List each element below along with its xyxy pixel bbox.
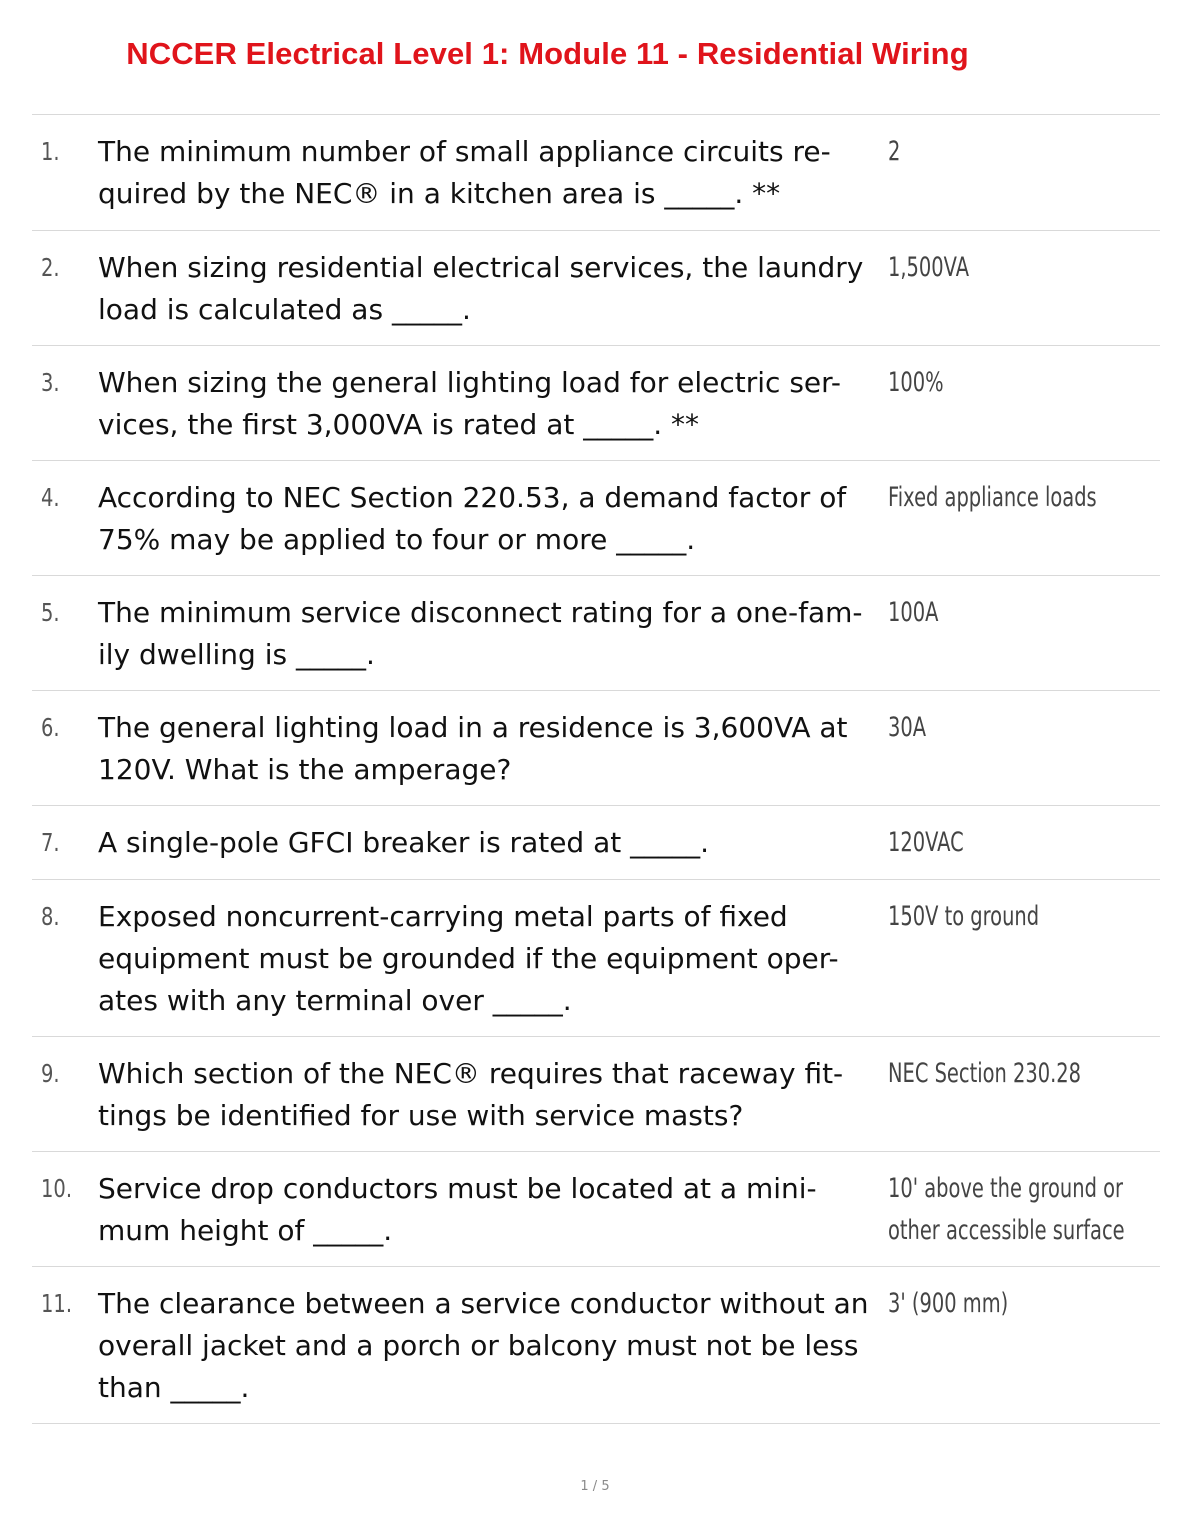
answer-text — [888, 362, 1176, 404]
question-text-line: 120V. What is the amperage? — [98, 753, 512, 786]
answer-text-line: 100A — [888, 597, 939, 628]
question-text-line: The clearance between a service conductor without an — [98, 1287, 869, 1320]
question-text-line: A single-pole GFCI breaker is rated at _____. — [98, 826, 710, 859]
question-text-line: Service drop conductors must be located at a mini- — [98, 1172, 817, 1205]
answer-text — [888, 707, 1176, 749]
answer-text-line: 150V to ground — [888, 901, 1040, 932]
question-text-line: overall jacket and a porch or balcony must not be less — [98, 1329, 859, 1362]
answer-text-line: 120VAC — [888, 827, 964, 858]
question-row — [32, 576, 1160, 691]
question-text-line: The minimum number of small appliance circuits re- — [98, 135, 831, 168]
question-row — [32, 691, 1160, 806]
question-text-line: Which section of the NEC® requires that raceway fit- — [98, 1057, 844, 1090]
question-text-line: The general lighting load in a residence is 3,600VA at — [98, 711, 848, 744]
answer-text — [888, 1168, 1176, 1252]
question-text — [98, 592, 888, 676]
answer-text — [888, 247, 1176, 289]
answer-text — [888, 822, 1176, 864]
answer-text-line: other accessible surface — [888, 1215, 1125, 1246]
question-number: 11. — [41, 1289, 73, 1318]
question-number: 7. — [41, 828, 60, 857]
question-text-line: than _____. — [98, 1371, 250, 1404]
question-text — [98, 1053, 888, 1137]
question-row — [32, 1037, 1160, 1152]
question-row — [32, 806, 1160, 880]
question-number: 1. — [41, 137, 60, 166]
question-list — [32, 114, 1160, 1424]
question-text-line: mum height of _____. — [98, 1214, 393, 1247]
question-text — [98, 362, 888, 446]
question-text-line: When sizing the general lighting load for electric ser- — [98, 366, 841, 399]
question-number: 2. — [41, 253, 60, 282]
answer-text — [888, 477, 1176, 519]
answer-text-line: 10' above the ground or — [888, 1173, 1123, 1204]
answer-text — [888, 896, 1176, 938]
document-title: NCCER Electrical Level 1: Module 11 - Residential Wiring — [126, 36, 969, 71]
answer-text-line: 1,500VA — [888, 252, 970, 283]
question-row — [32, 231, 1160, 346]
question-row — [32, 1152, 1160, 1267]
answer-text-line: Fixed appliance loads — [888, 482, 1097, 513]
question-text — [98, 1168, 888, 1252]
page-indicator: 1 / 5 — [580, 1479, 610, 1494]
question-row — [32, 1267, 1160, 1424]
question-row — [32, 461, 1160, 576]
question-text — [98, 1283, 888, 1409]
answer-text — [888, 1283, 1176, 1325]
question-text-line: Exposed noncurrent-carrying metal parts of fixed — [98, 900, 788, 933]
question-text-line: ates with any terminal over _____. — [98, 984, 572, 1017]
question-text — [98, 822, 888, 864]
question-row — [32, 346, 1160, 461]
question-number: 9. — [41, 1059, 60, 1088]
question-number: 8. — [41, 902, 60, 931]
question-text-line: equipment must be grounded if the equipment oper- — [98, 942, 839, 975]
question-text-line: When sizing residential electrical services, the laundry — [98, 251, 864, 284]
question-text-line: The minimum service disconnect rating for a one-fam- — [98, 596, 863, 629]
question-number: 5. — [41, 598, 60, 627]
question-text-line: According to NEC Section 220.53, a demand factor of — [98, 481, 847, 514]
question-text-line: 75% may be applied to four or more _____. — [98, 523, 696, 556]
question-text-line: load is calculated as _____. — [98, 293, 471, 326]
question-text — [98, 247, 888, 331]
question-text-line: quired by the NEC® in a kitchen area is _____. ** — [98, 177, 781, 210]
question-number: 3. — [41, 368, 60, 397]
answer-text-line: 2 — [888, 136, 901, 167]
question-text — [98, 896, 888, 1022]
question-text — [98, 477, 888, 561]
answer-text-line: 100% — [888, 367, 944, 398]
answer-text — [888, 592, 1176, 634]
answer-text-line: 30A — [888, 712, 927, 743]
question-number: 4. — [41, 483, 60, 512]
question-row — [32, 115, 1160, 231]
answer-text — [888, 1053, 1176, 1095]
question-row — [32, 880, 1160, 1037]
answer-text-line: 3' (900 mm) — [888, 1288, 1009, 1319]
question-text — [98, 131, 888, 215]
question-text — [98, 707, 888, 791]
question-text-line: ily dwelling is _____. — [98, 638, 375, 671]
question-number: 10. — [41, 1174, 73, 1203]
answer-text — [888, 131, 1176, 173]
question-number: 6. — [41, 713, 60, 742]
answer-text-line: NEC Section 230.28 — [888, 1058, 1082, 1089]
question-text-line: tings be identified for use with service masts? — [98, 1099, 744, 1132]
question-text-line: vices, the first 3,000VA is rated at _____. ** — [98, 408, 700, 441]
